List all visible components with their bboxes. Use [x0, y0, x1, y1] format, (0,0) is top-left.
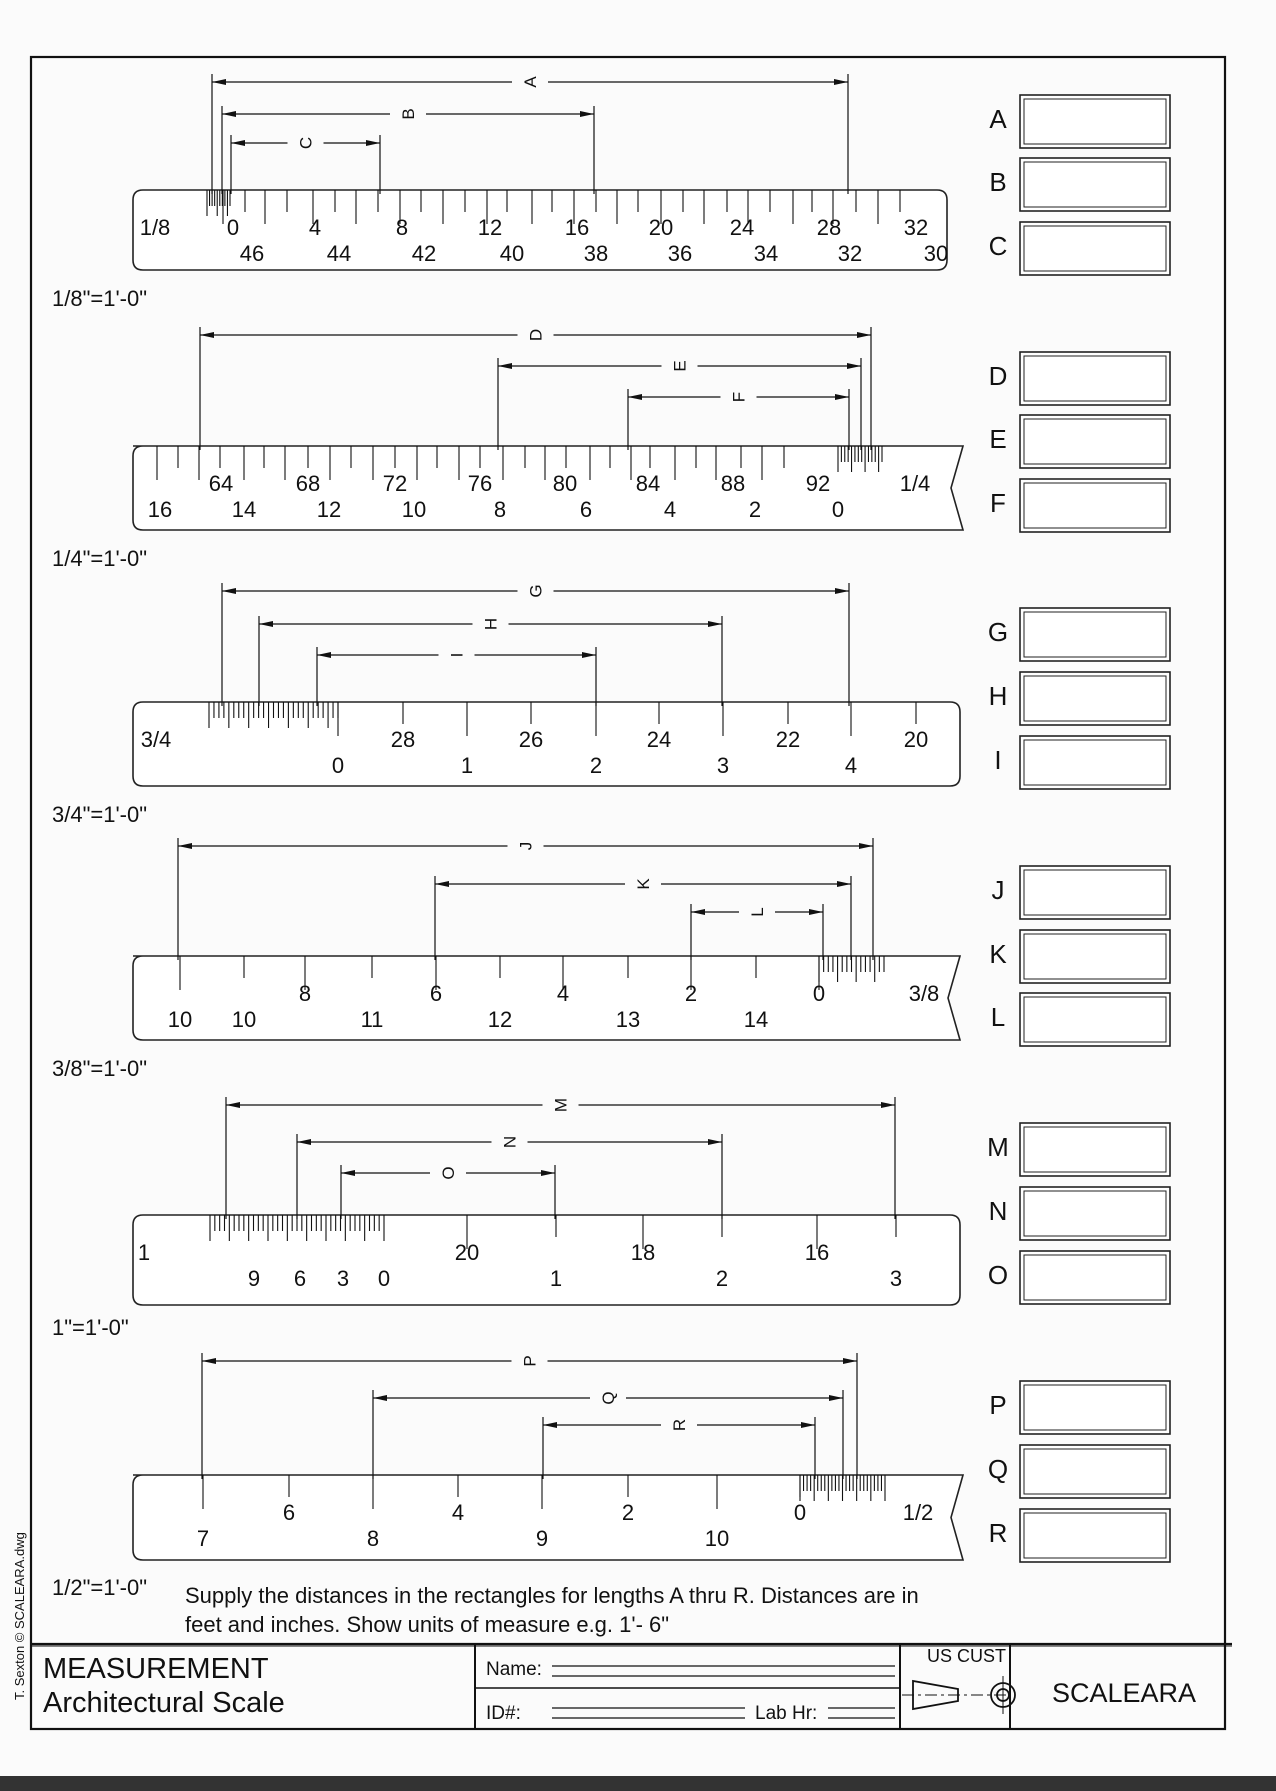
- instructions-line-2: feet and inches. Show units of measure e.g. 1'- 6": [185, 1612, 670, 1637]
- dimension-g: [222, 583, 849, 706]
- scale-bottom-number: 2: [715, 1266, 729, 1291]
- scale-bottom-number: 0: [331, 753, 345, 778]
- scale-bottom-number: 12: [487, 1007, 513, 1032]
- scale-bottom-number: 13: [615, 1007, 641, 1032]
- answer-box-m[interactable]: [1020, 1123, 1170, 1176]
- scale-label: 3/8"=1'-0": [52, 1056, 148, 1081]
- answer-box-r[interactable]: [1020, 1509, 1170, 1562]
- dimension-label: N: [500, 1135, 520, 1149]
- dimension-l: [691, 904, 823, 960]
- scale-end-label: 3/8: [908, 981, 940, 1006]
- projection-label: US CUST: [927, 1646, 1007, 1666]
- arrowhead: [859, 843, 873, 849]
- name-label: Name:: [486, 1659, 542, 1680]
- arrowhead: [341, 1170, 355, 1176]
- ruler-scale-6: [52, 1353, 963, 1600]
- answer-row-l: [991, 993, 1170, 1046]
- scale-bottom-number: 32: [837, 241, 863, 266]
- answer-letter: I: [994, 745, 1002, 775]
- dimension-label: B: [399, 108, 418, 120]
- arrowhead: [708, 621, 722, 627]
- scale-top-number: 92: [805, 471, 831, 496]
- title-text: MEASUREMENT: [43, 1653, 269, 1685]
- scale-bottom-number: 9: [535, 1526, 549, 1551]
- answer-box-e[interactable]: [1020, 415, 1170, 468]
- scale-bottom-number: 1: [460, 753, 474, 778]
- scale-top-number: 68: [295, 471, 321, 496]
- scale-top-number: 6: [429, 981, 443, 1006]
- answer-row-n: [989, 1187, 1170, 1240]
- scale-bottom-number: 2: [748, 497, 762, 522]
- dimension-label: H: [481, 617, 501, 631]
- scale-bottom-number: 8: [366, 1526, 380, 1551]
- scale-bottom-number: 3: [716, 753, 730, 778]
- scale-label: 1"=1'-0": [52, 1315, 129, 1340]
- dimension-i: [317, 647, 596, 706]
- answer-box-q[interactable]: [1020, 1445, 1170, 1498]
- scale-top-number: 72: [382, 471, 408, 496]
- scale-bottom-number: 9: [247, 1266, 261, 1291]
- answer-letter: R: [988, 1518, 1008, 1548]
- answer-box-d[interactable]: [1020, 352, 1170, 405]
- arrowhead: [259, 621, 273, 627]
- ruler-body: [133, 1215, 960, 1305]
- answer-letter: J: [991, 875, 1005, 905]
- scale-bottom-number: 16: [147, 497, 173, 522]
- scale-bottom-number: 7: [196, 1526, 210, 1551]
- dimension-label: E: [670, 360, 690, 372]
- scale-top-number: 0: [226, 215, 240, 240]
- arrowhead: [691, 909, 705, 915]
- arrowhead: [498, 363, 512, 369]
- scale-end-label: 1/2: [902, 1500, 934, 1525]
- answer-row-r: [989, 1509, 1170, 1562]
- arrowhead: [366, 140, 380, 146]
- file-stamp: T. Sexton © SCALEARA.dwg: [12, 1532, 27, 1700]
- dimension-label: L: [748, 907, 767, 917]
- answer-letter: E: [989, 424, 1007, 454]
- scale-bottom-number: 11: [360, 1007, 384, 1032]
- ruler-scale-3: [52, 583, 960, 827]
- arrowhead: [231, 140, 245, 146]
- answer-letter: B: [989, 167, 1007, 197]
- answer-letter: F: [990, 488, 1006, 518]
- scale-end-label: 1/8: [139, 215, 171, 240]
- scale-top-number: 20: [648, 215, 674, 240]
- dimension-label: R: [670, 1418, 689, 1432]
- scale-top-number: 18: [630, 1240, 656, 1265]
- scale-top-number: 0: [793, 1500, 807, 1525]
- scale-bottom-number: 2: [589, 753, 603, 778]
- scale-bottom-number: 4: [663, 497, 677, 522]
- answer-row-p: [989, 1381, 1170, 1434]
- answer-row-g: [988, 608, 1170, 661]
- arrowhead: [881, 1102, 895, 1108]
- bottom-edge-bar: [0, 1776, 1276, 1791]
- answer-box-a[interactable]: [1020, 95, 1170, 148]
- answer-row-q: [988, 1445, 1170, 1498]
- dimension-label: F: [729, 391, 749, 403]
- dimension-p: [202, 1353, 857, 1479]
- scale-top-number: 64: [208, 471, 234, 496]
- arrowhead: [222, 111, 236, 117]
- answer-row-b: [989, 158, 1170, 211]
- ruler-scale-2: [52, 327, 963, 571]
- answer-row-o: [988, 1251, 1170, 1304]
- arrowhead: [628, 394, 642, 400]
- dimension-h: [259, 616, 722, 706]
- dimension-label: Q: [599, 1391, 618, 1405]
- dimension-b: [222, 106, 594, 194]
- scale-bottom-number: 3: [889, 1266, 903, 1291]
- scale-top-number: 6: [282, 1500, 296, 1525]
- dimension-o: [341, 1165, 555, 1219]
- title-block: [31, 1644, 1232, 1729]
- answer-row-c: [989, 222, 1170, 275]
- scale-top-number: 0: [812, 981, 826, 1006]
- dimension-f: [628, 389, 849, 450]
- scale-bottom-number: 36: [667, 241, 693, 266]
- answer-row-a: [989, 95, 1170, 148]
- scale-bottom-number: 0: [377, 1266, 391, 1291]
- scale-end-label: 1: [137, 1240, 151, 1265]
- ruler-scale-4: [52, 838, 960, 1081]
- scale-top-number: 80: [552, 471, 578, 496]
- scale-end-label: 3/4: [140, 727, 172, 752]
- subtitle-text: Architectural Scale: [43, 1687, 285, 1719]
- dimension-label: G: [526, 584, 546, 598]
- scale-top-number: 28: [390, 727, 416, 752]
- arrowhead: [202, 1358, 216, 1364]
- scale-bottom-number: 8: [493, 497, 507, 522]
- arrowhead: [834, 79, 848, 85]
- arrowhead: [801, 1422, 815, 1428]
- scale-bottom-number: 12: [316, 497, 342, 522]
- answer-box-p[interactable]: [1020, 1381, 1170, 1434]
- drawing-name: SCALEARA: [1052, 1678, 1197, 1708]
- answer-row-k: [989, 930, 1170, 983]
- id-label: ID#:: [486, 1703, 521, 1724]
- dimension-r: [543, 1417, 815, 1479]
- dimension-c: [231, 135, 380, 194]
- answer-row-e: [989, 415, 1170, 468]
- scale-top-number: 28: [816, 215, 842, 240]
- arrowhead: [297, 1139, 311, 1145]
- arrowhead: [857, 332, 871, 338]
- dimension-a: [212, 74, 848, 194]
- scale-top-number: 88: [720, 471, 746, 496]
- instructions-line-1: Supply the distances in the rectangles for lengths A thru R. Distances are in: [185, 1583, 919, 1608]
- scale-top-number: 2: [684, 981, 698, 1006]
- arrowhead: [222, 588, 236, 594]
- dimension-label: P: [520, 1355, 540, 1367]
- ruler-scale-5: [52, 1097, 960, 1340]
- answer-box-c[interactable]: [1020, 222, 1170, 275]
- lab-hr-label: Lab Hr:: [755, 1703, 818, 1724]
- ruler-body: [133, 702, 960, 786]
- dimension-label: D: [526, 328, 546, 342]
- answer-letter: Q: [987, 1454, 1009, 1484]
- scale-bottom-number: 46: [239, 241, 265, 266]
- answer-box-k[interactable]: [1020, 930, 1170, 983]
- arrowhead: [809, 909, 823, 915]
- scale-top-number: 4: [556, 981, 570, 1006]
- arrowhead: [435, 881, 449, 887]
- scale-top-number: 22: [775, 727, 801, 752]
- dimension-n: [297, 1134, 722, 1219]
- scale-top-number: 2: [621, 1500, 635, 1525]
- answer-letter: D: [988, 361, 1008, 391]
- scale-top-number: 4: [308, 215, 322, 240]
- answer-box-g[interactable]: [1020, 608, 1170, 661]
- answer-letter: G: [987, 617, 1009, 647]
- dimension-m: [226, 1097, 895, 1219]
- scale-top-number: 8: [298, 981, 312, 1006]
- answer-box-b[interactable]: [1020, 158, 1170, 211]
- ruler-body: [133, 956, 960, 1040]
- answer-box-o[interactable]: [1020, 1251, 1170, 1304]
- answer-box-f[interactable]: [1020, 479, 1170, 532]
- scale-top-number: 84: [635, 471, 661, 496]
- scale-top-number: 20: [454, 1240, 480, 1265]
- arrowhead: [543, 1422, 557, 1428]
- answer-row-h: [989, 672, 1170, 725]
- arrowhead: [582, 652, 596, 658]
- arrowhead: [835, 588, 849, 594]
- dimension-label: A: [521, 76, 540, 88]
- answer-letter: K: [989, 939, 1007, 969]
- scale-bottom-number: 10: [167, 1007, 193, 1032]
- scale-bottom-number: 10: [401, 497, 427, 522]
- arrowhead: [541, 1170, 555, 1176]
- arrowhead: [708, 1139, 722, 1145]
- scale-label: 1/4"=1'-0": [52, 546, 148, 571]
- arrowhead: [373, 1395, 387, 1401]
- scale-top-number: 24: [646, 727, 672, 752]
- ruler-scale-1: [52, 74, 948, 311]
- scale-end-label: 1/4: [899, 471, 931, 496]
- arrowhead: [580, 111, 594, 117]
- answer-letter: O: [987, 1260, 1009, 1290]
- scale-bottom-number: 44: [326, 241, 352, 266]
- scale-top-number: 20: [903, 727, 929, 752]
- scale-top-number: 16: [804, 1240, 830, 1265]
- answer-letter: L: [990, 1002, 1006, 1032]
- dimension-q: [373, 1390, 843, 1479]
- answer-letter: C: [988, 231, 1008, 261]
- scale-top-number: 32: [903, 215, 929, 240]
- scale-top-number: 16: [564, 215, 590, 240]
- answer-box-h[interactable]: [1020, 672, 1170, 725]
- scale-bottom-number: 6: [579, 497, 593, 522]
- dimension-k: [435, 876, 851, 960]
- answer-letter: A: [989, 104, 1007, 134]
- scale-top-number: 12: [477, 215, 503, 240]
- dimension-d: [200, 327, 871, 450]
- scale-bottom-number: 14: [743, 1007, 769, 1032]
- answer-row-i: [994, 736, 1170, 789]
- answer-box-l[interactable]: [1020, 993, 1170, 1046]
- answer-row-f: [990, 479, 1170, 532]
- answer-row-m: [987, 1123, 1170, 1176]
- scale-bottom-number: 0: [831, 497, 845, 522]
- scale-bottom-number: 1: [549, 1266, 563, 1291]
- scale-label: 1/8"=1'-0": [52, 286, 148, 311]
- arrowhead: [212, 79, 226, 85]
- arrowhead: [847, 363, 861, 369]
- arrowhead: [200, 332, 214, 338]
- answer-row-d: [989, 352, 1170, 405]
- dimension-label: I: [447, 652, 467, 658]
- arrowhead: [226, 1102, 240, 1108]
- scale-bottom-number: 6: [293, 1266, 307, 1291]
- answer-box-n[interactable]: [1020, 1187, 1170, 1240]
- scale-top-number: 26: [518, 727, 544, 752]
- answer-letter: P: [989, 1390, 1007, 1420]
- scale-top-number: 4: [451, 1500, 465, 1525]
- dimension-e: [498, 358, 861, 450]
- dimension-j: [178, 838, 873, 960]
- arrowhead: [835, 394, 849, 400]
- scale-top-number: 8: [395, 215, 409, 240]
- arrowhead: [843, 1358, 857, 1364]
- answer-letter: H: [988, 681, 1008, 711]
- arrowhead: [178, 843, 192, 849]
- dimension-label: K: [634, 878, 653, 890]
- answer-letter: N: [988, 1196, 1008, 1226]
- third-angle-projection-icon: [902, 1676, 1015, 1714]
- arrowhead: [837, 881, 851, 887]
- scale-label: 1/2"=1'-0": [52, 1575, 148, 1600]
- dimension-label: M: [551, 1097, 571, 1113]
- scale-bottom-number: 14: [231, 497, 257, 522]
- scale-bottom-number: 40: [499, 241, 525, 266]
- dimension-label: C: [296, 136, 316, 150]
- answer-box-j[interactable]: [1020, 866, 1170, 919]
- answer-row-j: [992, 866, 1171, 919]
- scale-bottom-number: 30: [923, 241, 949, 266]
- answer-letter: M: [987, 1132, 1009, 1162]
- dimension-label: O: [439, 1166, 458, 1180]
- scale-label: 3/4"=1'-0": [52, 802, 148, 827]
- scale-bottom-number: 34: [753, 241, 779, 266]
- scale-bottom-number: 38: [583, 241, 609, 266]
- scale-top-number: 24: [729, 215, 755, 240]
- scale-bottom-number: 10: [704, 1526, 730, 1551]
- scale-bottom-number: 3: [336, 1266, 350, 1291]
- arrowhead: [317, 652, 331, 658]
- scale-bottom-number: 10: [231, 1007, 257, 1032]
- scale-top-number: 76: [467, 471, 493, 496]
- answer-box-i[interactable]: [1020, 736, 1170, 789]
- scale-bottom-number: 4: [844, 753, 858, 778]
- dimension-label: J: [516, 841, 536, 851]
- arrowhead: [829, 1395, 843, 1401]
- scale-bottom-number: 42: [411, 241, 437, 266]
